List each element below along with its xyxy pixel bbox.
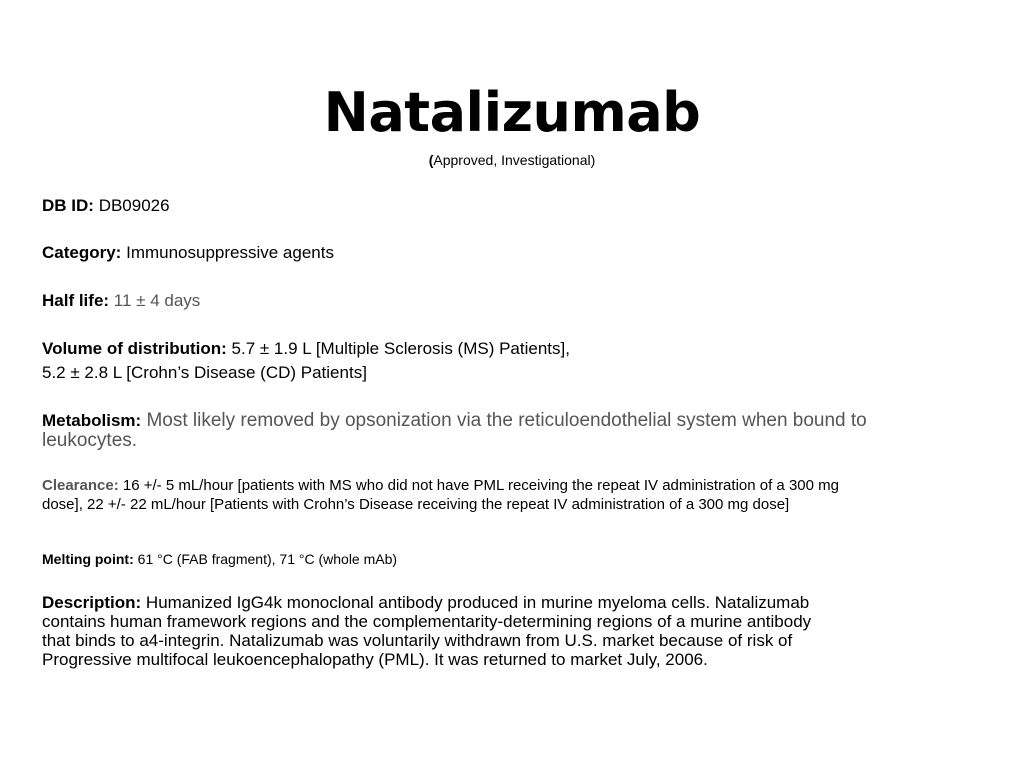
volume-of-distribution-label: Volume of distribution:: [42, 339, 227, 358]
metabolism-value: Most likely removed by opsonization via the reticuloendothelial system when bound to leukocytes.: [42, 410, 867, 451]
description-value: Humanized IgG4k monoclonal antibody produced in murine myeloma cells. Natalizumab contains human framework regions and the complementarity-determining regions of a murine antibody that binds to a4-integrin. Natalizumab was voluntarily withdrawn from U.S. market because of risk of Progressive multifocal leukoencephalopathy (PML). It was returned to market July, 2006.: [42, 593, 812, 669]
half-life-label: Half life:: [42, 291, 110, 310]
melting-point-label: Melting point:: [42, 551, 134, 567]
drug-title: Natalizumab: [323, 81, 701, 144]
db-id-value: DB09026: [98, 196, 170, 215]
approval-status: [0, 151, 1024, 169]
melting-point-value: 61 °C (FAB fragment), 71 °C (whole mAb): [137, 551, 398, 567]
description-field: [42, 593, 842, 669]
melting-point-field: [42, 550, 872, 568]
description-label: Description:: [42, 593, 142, 612]
db-id-field: [42, 194, 872, 218]
category-field: [42, 241, 872, 265]
clearance-field: [42, 476, 872, 514]
half-life-field: [42, 289, 872, 313]
db-id-label: DB ID:: [42, 196, 94, 215]
clearance-label: Clearance:: [42, 477, 119, 494]
metabolism-field: [42, 411, 872, 451]
volume-of-distribution-line1: 5.7 ± 1.9 L [Multiple Sclerosis (MS) Patients],: [231, 339, 570, 358]
category-label: Category:: [42, 243, 122, 262]
clearance-value: 16 +/- 5 mL/hour [patients with MS who did not have PML receiving the repeat IV administration of a 300 mg dose], 22 +/- 22 mL/hour [Patients with Crohn’s Disease receiving the repeat IV administration of a 300 mg dose]: [42, 477, 839, 513]
approval-status-text: Approved, Investigational): [433, 152, 596, 168]
volume-of-distribution-field: [42, 337, 872, 385]
category-value: Immunosuppressive agents: [126, 243, 334, 262]
metabolism-label: Metabolism:: [42, 411, 142, 430]
half-life-value: 11 ± 4 days: [113, 291, 201, 310]
volume-of-distribution-line2: 5.2 ± 2.8 L [Crohn’s Disease (CD) Patients]: [42, 363, 367, 382]
approval-status-open-paren: (: [428, 152, 434, 168]
